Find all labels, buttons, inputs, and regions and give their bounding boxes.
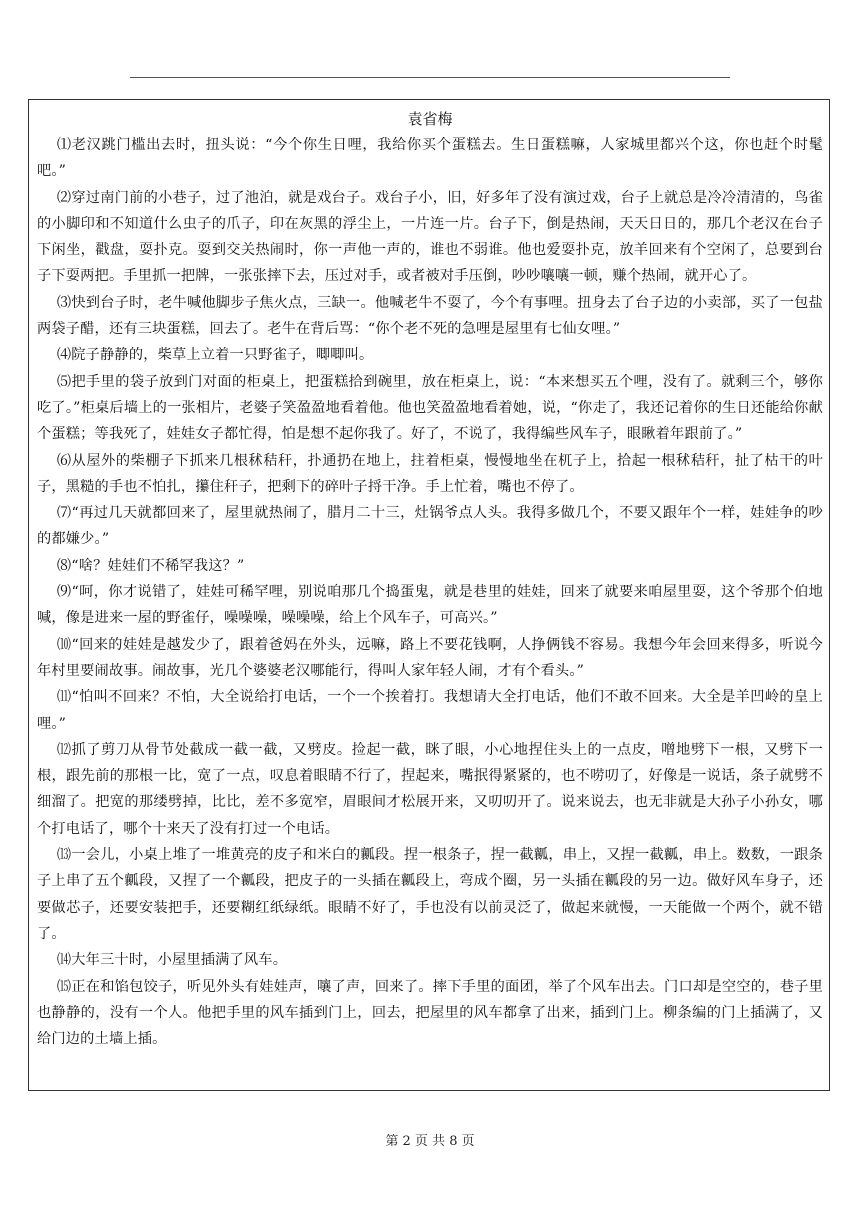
paragraph-12: ⑿抓了剪刀从骨节处截成一截一截，又劈皮。捡起一截，眯了眼，小心地捏住头上的一点皮，噌地劈下一根，又劈下一根，跟先前的那根一比，宽了一点，叹息着眼睛不行了，捏起来，嘴抿得紧紧的，也不唠叨了，好像是一说话，条子就劈不细溜了。把宽的那缕劈掉，比比，差不多宽窄，眉眼间才松展开来，又叨叨开了。说来说去，也无非就是大孙子小孙女，哪个打电话了，哪个十来天了没有打过一个电话。	[37, 741, 823, 837]
paragraph-9: ⑼“呵，你才说错了，娃娃可稀罕哩，别说咱那几个捣蛋鬼，就是巷里的娃娃，回来了就要来咱屋里耍，这个爷那个伯地喊，像是进来一屋的野雀仔，噪噪噪，噪噪噪，给上个风车子，可高兴。”	[37, 584, 823, 627]
paragraph-11: ⑾“怕叫不回来？不怕，大全说给打电话，一个一个挨着打。我想请大全打电话，他们不敢不回来。大全是羊凹岭的皇上哩。”	[37, 689, 823, 732]
paragraph-3: ⑶快到台子时，老牛喊他脚步子焦火点，三缺一。他喊老牛不耍了，今个有事哩。扭身去了台子边的小卖部，买了一包盐两袋子醋，还有三块蛋糕，回去了。老牛在背后骂：“你个老不死的急哩是屋里有七仙女哩。”	[37, 294, 823, 338]
paragraph-13: ⒀一会儿，小桌上堆了一堆黄亮的皮子和米白的瓤段。捏一根条子，捏一截瓤，串上，又捏一截瓤，串上。数数，一跟条子上串了五个瓤段，又捏了一个瓤段，把皮子的一头插在瓤段上，弯成个圈，另一头插在瓤段的另一边。做好风车身子，还要做芯子，还要安装把手，还要糊红纸绿纸。眼睛不好了，手也没有以前灵泛了，做起来就慢，一天能做一个两个，就不错了。	[37, 847, 823, 942]
author-name: 袁省梅	[407, 110, 453, 128]
paragraph-4: ⑷院子静静的，柴草上立着一只野雀子，唧唧叫。	[56, 347, 374, 364]
paragraph-6: ⑹从屋外的柴棚子下抓来几根秫秸秆，扑通扔在地上，拄着柜桌，慢慢地坐在杌子上，拾起一根秫秸秆，扯了枯干的叶子，黑糙的手也不怕扎，攥住秆子，把剩下的碎叶子捋干净。手上忙着，嘴也不停了。	[37, 452, 823, 495]
paragraph-2: ⑵穿过南门前的小巷子，过了池泊，就是戏台子。戏台子小，旧，好多年了没有演过戏，台子上就总是冷冷清清的，鸟雀的小脚印和不知道什么虫子的爪子，印在灰黑的浮尘上，一片连一片。台子下，倒是热闹，天天日日的，那几个老汉在台子下闲坐，戳盘，耍扑克。耍到交关热闹时，你一声他一声的，谁也不弱谁。他也爱耍扑克，放羊回来有个空闲了，总要到台子下耍两把。手里抓一把牌，一张张摔下去，压过对手，或者被对手压倒，吵吵嚷嚷一顿，赚个热闹，就开心了。	[37, 189, 823, 285]
header-rule	[130, 77, 730, 78]
paragraph-10: ⑽“回来的娃娃是越发少了，跟着爸妈在外头，远嘛，路上不要花钱啊，人挣俩钱不容易。我想今年会回来得多，听说今年村里要闹故事。闹故事，光几个婆婆老汉哪能行，得叫人家年轻人闹，才有个看头。”	[37, 636, 823, 679]
paragraph-7: ⑺“再过几天就都回来了，屋里就热闹了，腊月二十三，灶锅爷点人头。我得多做几个，不要又跟年个一样，娃娃争的吵的都嫌少。”	[37, 505, 823, 548]
paragraph-8: ⑻“啥？娃娃们不稀罕我这？”	[56, 557, 245, 574]
paragraph-1: ⑴老汉跳门槛出去时，扭头说：“今个你生日哩，我给你买个蛋糕去。生日蛋糕嘛，人家城里都兴个这，你也赶个时髦吧。”	[37, 137, 823, 180]
paragraph-14: ⒁大年三十时，小屋里插满了风车。	[56, 952, 288, 969]
passage-frame	[28, 99, 830, 1091]
paragraph-5: ⑸把手里的袋子放到门对面的柜桌上，把蛋糕拾到碗里，放在柜桌上，说：“本来想买五个哩，没有了。就剩三个，够你吃了。”柜桌后墙上的一张相片，老婆子笑盈盈地看着他。他也笑盈盈地看着她，说，“你走了，我还记着你的生日还能给你献个蛋糕；等我死了，娃娃女子都忙得，怕是想不起你我了。好了，不说了，我得编些风车子，眼瞅着年跟前了。”	[37, 373, 823, 443]
page-number: 第 2 页 共 8 页	[385, 1134, 475, 1149]
paragraph-15: ⒂正在和馅包饺子，听见外头有娃娃声，嚷了声，回来了。摔下手里的面团，举了个风车出去。门口却是空空的，巷子里也静静的，没有一个人。他把手里的风车插到门上，回去，把屋里的风车都拿了出来，插到门上。柳条编的门上插满了，又给门边的土墙上插。	[37, 978, 823, 1048]
